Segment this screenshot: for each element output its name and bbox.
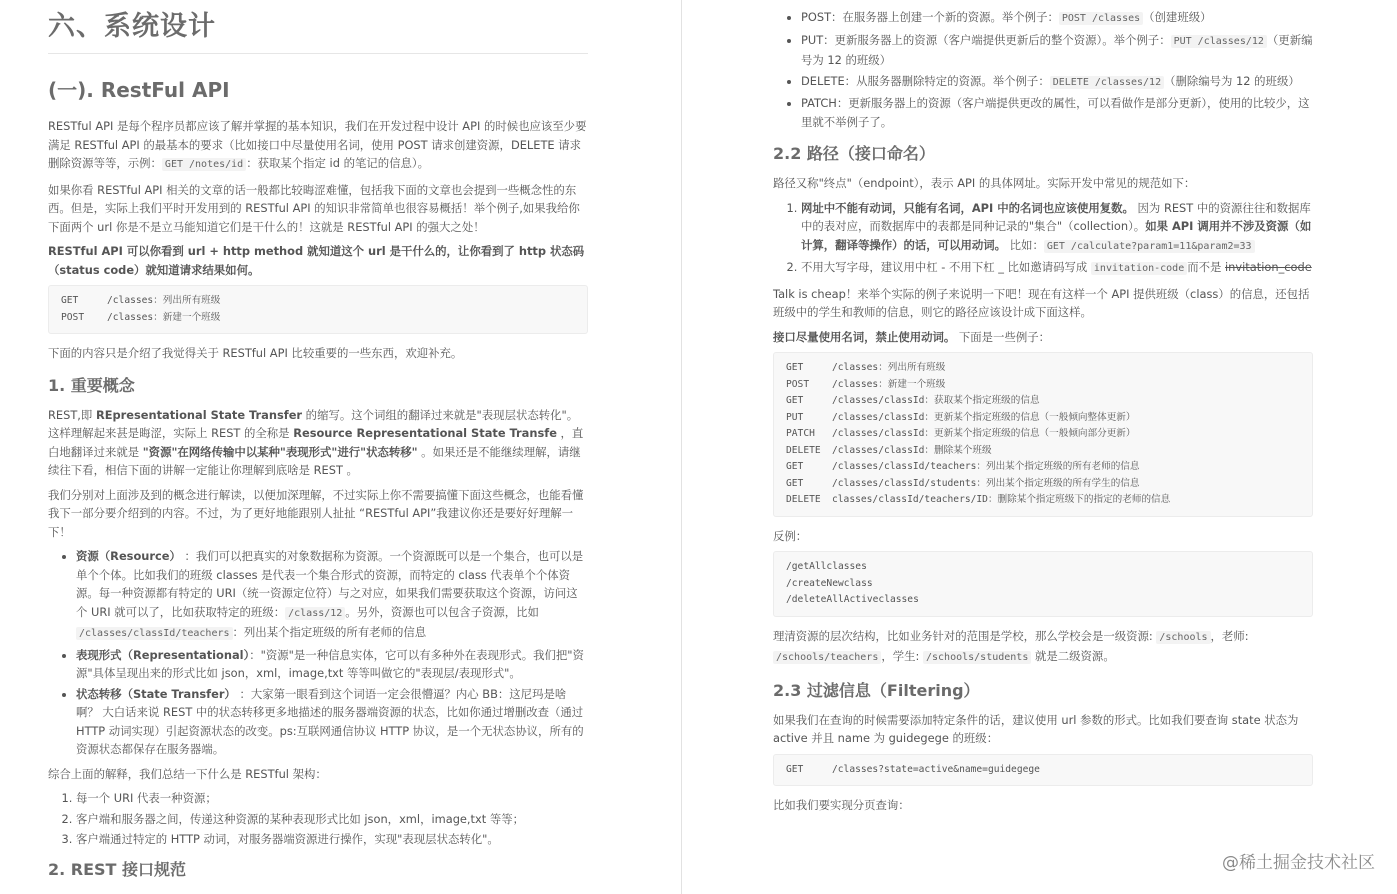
code-block-2 [773, 352, 1313, 517]
subsection-title: (一). RestFul API [48, 78, 230, 102]
list-item: • POST：在服务器上创建一个新的资源。举个例子： POST /classes （创建班级） [801, 8, 1313, 29]
list-item: • PUT：更新服务器上的资源（客户端提供更新后的整个资源）。举个例子： PUT /classes/12 （更新编号为 12 的班级） [801, 31, 1313, 70]
concept-list [48, 547, 588, 759]
paragraph-6: 我们分别对上面涉及到的概念进行解读，以便加深理解，不过实际上你不需要搞懂下面这些概念，也能看懂我下一部分要介绍到的内容。不过，为了更好地能跟别人扯扯 “RESTful API”我建议你还是要好好理解一下！ [48, 487, 584, 539]
list-item: • PATCH：更新服务器上的资源（客户端提供更改的属性，可以看做作是部分更新），使用的比较少，这里就不举例子了。 [801, 94, 1313, 131]
left-column [48, 0, 588, 890]
list-item: • 表现形式（Representational）："资源"是一种信息实体，它可以有多种外在表现形式。我们把"资源"具体呈现出来的形式比如 json，xml，image,txt 等等叫做它的"表现层/表现形式"。 [76, 646, 588, 683]
paragraph-12: 理清资源的层次结构，比如业务针对的范围是学校，那么学校会是一级资源: /schools ，老师: /schools/teachers ，学生: /schools/students 就是二级资源。 [773, 628, 1249, 663]
code-block-4: GET /classes?state=active&name=guidegege [773, 754, 1313, 787]
heading-filtering: 2.3 过滤信息（Filtering） [773, 680, 980, 700]
paragraph-4: 下面的内容只是介绍了我觉得关于 RESTful API 比较重要的一些东西，欢迎补充。 [48, 346, 463, 360]
code-line: PUT /classes/classId：更新某个指定班级的信息（一般倾向整体更新） [786, 411, 1136, 423]
code-line: POST /classes：新建一个班级 [786, 378, 946, 390]
summary-list [48, 789, 588, 849]
section-title: 六、系统设计 [48, 4, 588, 54]
paragraph-10: 接口尽量使用名词，禁止使用动词。 下面是一些例子： [773, 329, 1051, 344]
code-line: PATCH /classes/classId：更新某个指定班级的信息（一般倾向部分更新） [786, 428, 1136, 439]
code-line: /deleteAllActiveclasses [786, 594, 919, 605]
paragraph-11: 反例： [773, 528, 808, 543]
column-divider [681, 0, 682, 894]
paragraph-2: 如果你看 RESTful API 相关的文章的话一般都比较晦涩难懂，包括我下面的文章也会提到一些概念性的东西。但是，实际上我们平时开发用到的 RESTful API 的知识非常简单也很容易概括！举个例子,如果我给你下面两个 url 你是不是立马能知道它们是干什么的！这就是 RESTful API 的强大之处！ [48, 182, 580, 234]
code-line: POST /classes：新建一个班级 [61, 311, 221, 323]
paragraph-14: 比如我们要实现分页查询： [773, 798, 910, 812]
code-line: GET /classes/classId：获取某个指定班级的信息 [786, 395, 1040, 406]
list-item: • 状态转移（State Transfer） ：大家第一眼看到这个词语一定会很懵逼？内心 BB：这尼玛是啥啊？ 大白话来说 REST 中的状态转移更多地描述的服务器端资源的状态，比如你通过增删改查（通过 HTTP 动词实现）引起资源状态的改变。ps:互联网通信协议 HTTP 协议，是一个无状态协议，所有的资源状态都保存在服务器端。 [76, 685, 588, 759]
paragraph-7: 综合上面的解释，我们总结一下什么是 RESTful 架构： [48, 766, 327, 781]
list-item: • 资源（Resource） ：我们可以把真实的对象数据称为资源。一个资源既可以是一个集合，也可以是单个个体。比如我们的班级 classes 是代表一个集合形式的资源，而特定的 class 代表单个个体资源。每一种资源都有特定的 URI（统一资源定位符）与之对应，如果我们需要获取这个资源，访问这个 URI 就可以了，比如获取特定的班级： /class/12 。另外，资源也可以包含子资源，比如 /classes/classId/teachers ：列出某个指定班级的所有老师的信息 [76, 547, 588, 644]
right-column [773, 0, 1313, 821]
paragraph-13: 如果我们在查询的时候需要添加特定条件的话，建议使用 url 参数的形式。比如我们要查询 state 状态为 active 并且 name 为 guidegege 的班级： [773, 712, 1299, 745]
code-block-3 [773, 551, 1313, 617]
list-item: 2. 不用大写字母，建议用中杠 - 不用下杠 _ 比如邀请码写成 invitation-code 而不是 invitation_code [801, 258, 1313, 279]
code-line: DELETE /classes/classId：删除某个班级 [786, 444, 992, 456]
heading-path: 2.2 路径（接口命名） [773, 144, 935, 163]
heading-concepts: 1. 重要概念 [48, 375, 135, 395]
code-line: /getAllclasses [786, 561, 867, 572]
paragraph-5: REST,即 REpresentational State Transfer 的缩写。这个词组的翻译过来就是"表现层状态转化"。这样理解起来甚是晦涩，实际上 REST 的全称是 Resource Representational State Transfe ，直白地翻译过来就是 "资源"在网络传输中以某种"表现形式"进行"状态转移" 。如果还是不能继续理解，请继续往下看，相信下面的讲解一定能让你理解到底啥是 REST 。 [48, 407, 584, 477]
list-item: • DELETE：从服务器删除特定的资源。举个例子： DELETE /classes/12 （删除编号为 12 的班级） [801, 72, 1313, 93]
code-line: GET /classes：列出所有班级 [61, 295, 221, 306]
paragraph-9: Talk is cheap！来举个实际的例子来说明一下吧！现在有这样一个 API 提供班级（class）的信息，还包括班级中的学生和教师的信息，则它的路径应该设计成下面这样。 [773, 286, 1310, 319]
heading-rest-spec: 2. REST 接口规范 [48, 859, 187, 879]
site-watermark: @稀土掘金技术社区 [1222, 853, 1375, 873]
paragraph-3: RESTful API 可以你看到 url + http method 就知道这个 url 是干什么的，让你看到了 http 状态码（status code）就知道请求结果如何。 [48, 244, 585, 277]
code-line: GET /classes/classId/students：列出某个指定班级的所有学生的信息 [786, 477, 1140, 489]
code-line: /createNewclass [786, 577, 873, 589]
intro-paragraph: RESTful API 是每个程序员都应该了解并掌握的基本知识，我们在开发过程中设计 API 的时候也应该至少要满足 RESTful API 的最基本的要求（比如接口中尽量使用名词，使用 POST 请求创建资源，DELETE 请求删除资源等等，示例： GET /notes/id ：获取某个指定 id 的笔记的信息）。 [48, 119, 587, 170]
list-item: 2. 客户端和服务器之间，传递这种资源的某种表现形式比如 json，xml，image,txt 等等； [76, 810, 588, 829]
code-line: DELETE classes/classId/teachers/ID：删除某个指定班级下的指定的老师的信息 [786, 494, 1171, 505]
inline-code: GET /notes/id [162, 158, 246, 171]
list-item: 3. 客户端通过特定的 HTTP 动词，对服务器端资源进行操作，实现"表现层状态转化"。 [76, 830, 588, 849]
path-rules-list [773, 199, 1313, 279]
code-line: GET /classes/classId/teachers：列出某个指定班级的所有老师的信息 [786, 461, 1140, 472]
list-item: 1. 网址中不能有动词，只能有名词，API 中的名词也应该使用复数。 因为 REST 中的资源往往和数据库中的表对应，而数据库中的表都是同种记录的"集合"（collection）。如果 API 调用并不涉及资源（如计算，翻译等操作）的话，可以用动词。 比如： GET /calculate?param1=11&param2=33 [801, 199, 1313, 257]
list-item: 1. 每一个 URI 代表一种资源； [76, 789, 588, 808]
paragraph-8: 路径又称"终点"（endpoint），表示 API 的具体网址。实际开发中常见的规范如下： [773, 176, 1196, 190]
code-line: GET /classes：列出所有班级 [786, 362, 946, 373]
http-verbs-list [773, 8, 1313, 131]
code-block-1 [48, 285, 588, 334]
